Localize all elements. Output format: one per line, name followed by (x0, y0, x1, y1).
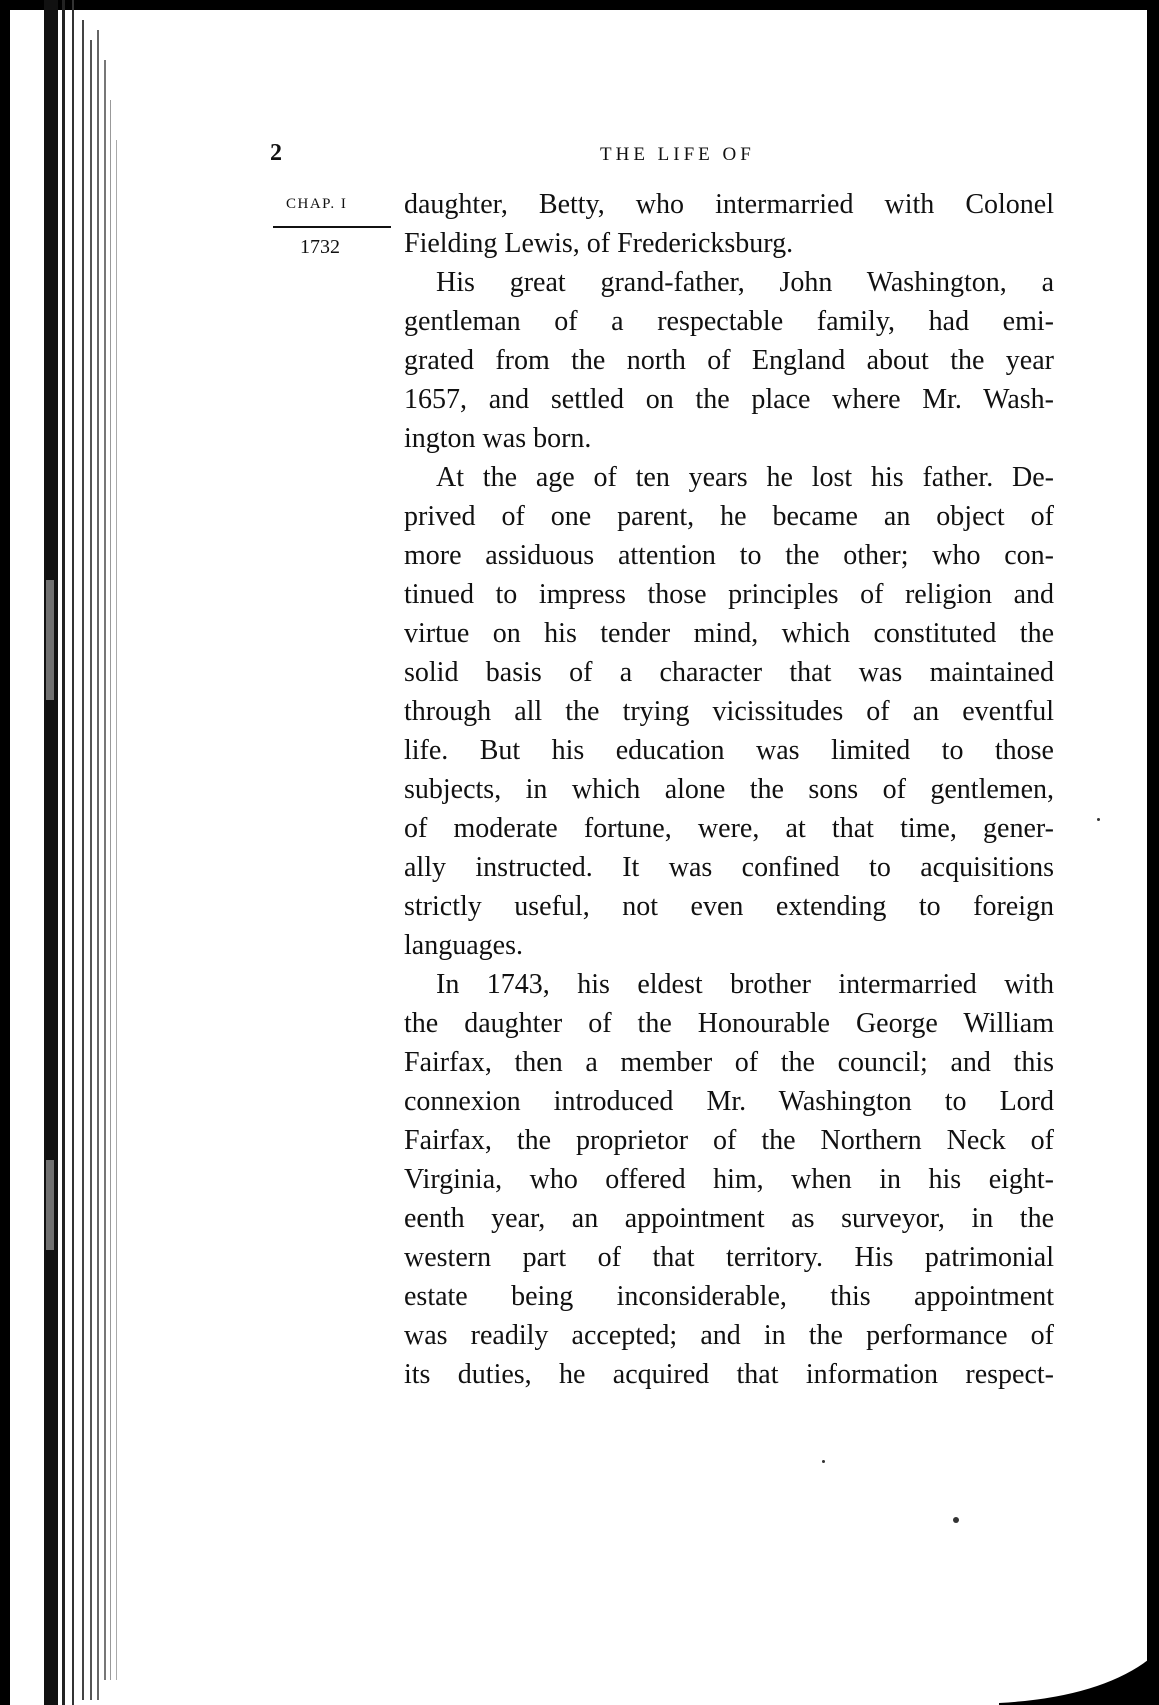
text-line: Fielding Lewis, of Fredericksburg. (404, 228, 794, 259)
scan-speck (822, 1460, 825, 1463)
text-line: western part of that territory. His patrimonial (404, 1242, 1054, 1273)
scan-speck (953, 1517, 959, 1523)
text-line: was readily accepted; and in the performance of (404, 1320, 1054, 1351)
scan-top-edge (0, 0, 1159, 10)
page-curl (999, 1645, 1159, 1705)
text-line: its duties, he acquired that information respect- (404, 1359, 1054, 1390)
text-line: prived of one parent, he became an object of (404, 501, 1054, 532)
text-line: strictly useful, not even extending to foreign (404, 891, 1054, 922)
text-line: virtue on his tender mind, which constituted the (404, 618, 1054, 649)
text-line: eenth year, an appointment as surveyor, in the (404, 1203, 1054, 1234)
text-line: His great grand-father, John Washington, a (436, 267, 1054, 298)
text-line: gentleman of a respectable family, had emi- (404, 306, 1054, 337)
margin-year-note: 1732 (300, 236, 340, 258)
text-line: through all the trying vicissitudes of an eventful (404, 696, 1054, 727)
text-line: daughter, Betty, who intermarried with Colonel (404, 189, 1054, 220)
text-line: solid basis of a character that was maintained (404, 657, 1054, 688)
text-line: Fairfax, the proprietor of the Northern Neck of (404, 1125, 1054, 1156)
text-line: tinued to impress those principles of religion and (404, 579, 1054, 610)
text-line: ally instructed. It was confined to acquisitions (404, 852, 1054, 883)
binding-gutter (0, 0, 130, 1705)
text-line: life. But his education was limited to those (404, 735, 1054, 766)
margin-chapter-note: CHAP. I (286, 196, 348, 212)
text-line: grated from the north of England about the year (404, 345, 1054, 376)
scan-speck (1097, 818, 1100, 821)
text-line: ington was born. (404, 423, 592, 454)
body-text (404, 185, 1054, 1394)
page-number: 2 (270, 140, 282, 166)
running-head: THE LIFE OF (600, 144, 755, 165)
text-line: estate being inconsiderable, this appointment (404, 1281, 1054, 1312)
text-line: more assiduous attention to the other; who con- (404, 540, 1054, 571)
text-line: At the age of ten years he lost his father. De- (436, 462, 1054, 493)
text-line: In 1743, his eldest brother intermarried with (436, 969, 1054, 1000)
margin-rule (273, 226, 391, 228)
text-line: the daughter of the Honourable George William (404, 1008, 1054, 1039)
text-line: subjects, in which alone the sons of gentlemen, (404, 774, 1054, 805)
text-line: connexion introduced Mr. Washington to Lord (404, 1086, 1054, 1117)
text-line: Fairfax, then a member of the council; and this (404, 1047, 1054, 1078)
text-line: Virginia, who offered him, when in his eight- (404, 1164, 1054, 1195)
text-line: 1657, and settled on the place where Mr. Wash- (404, 384, 1054, 415)
text-line: of moderate fortune, were, at that time, gener- (404, 813, 1054, 844)
text-line: languages. (404, 930, 523, 961)
scan-right-edge (1147, 0, 1159, 1705)
